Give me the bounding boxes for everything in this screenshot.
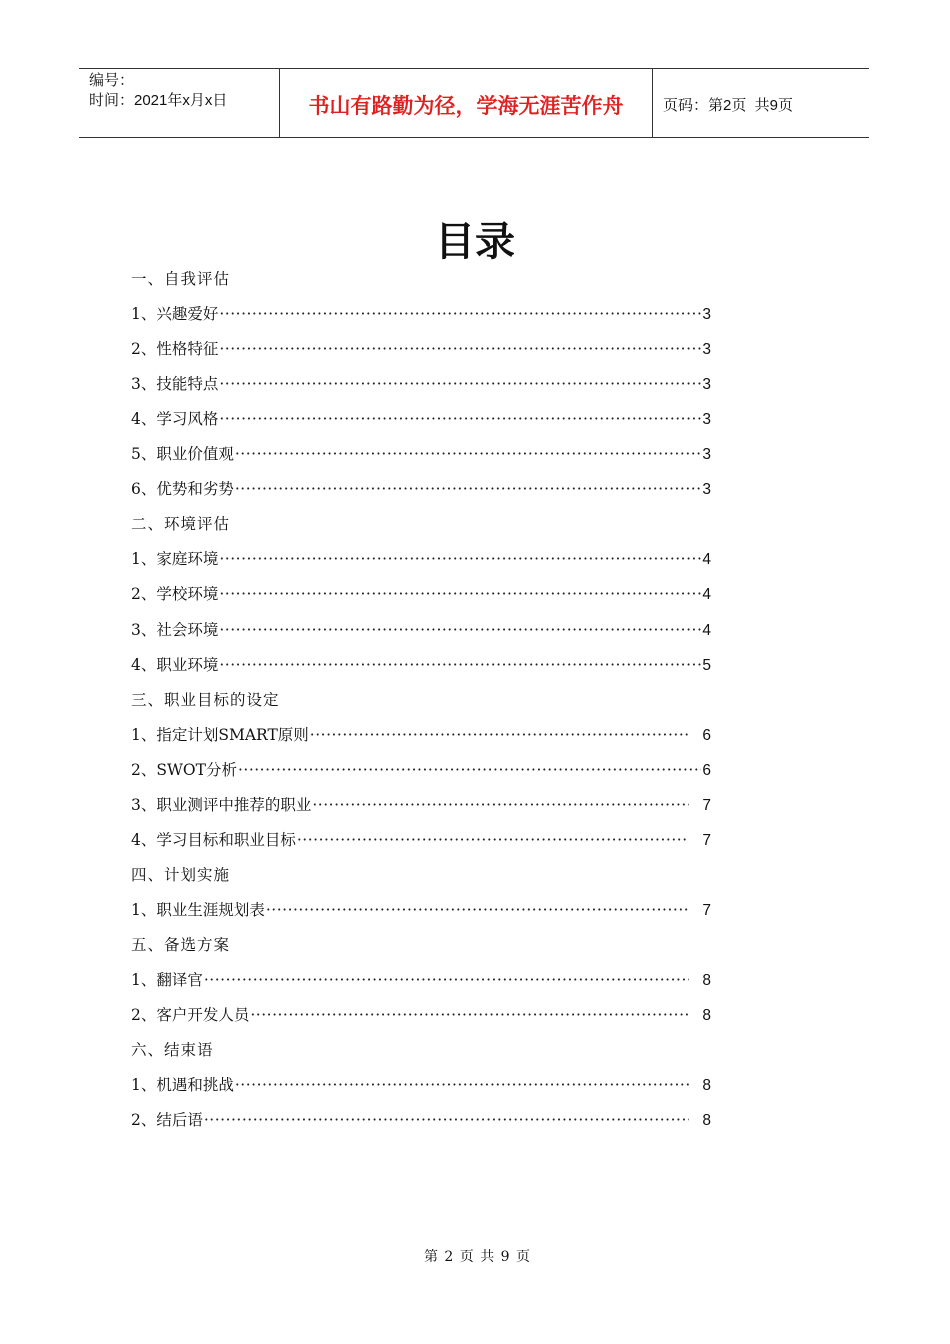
toc-entry[interactable] [131,788,711,823]
toc-page-number: 7 [702,831,711,849]
toc-section-label: 一、自我评估 [131,270,231,288]
toc-section-label: 二、环境评估 [131,515,231,534]
toc-section-label: 五、备选方案 [131,935,231,954]
toc-leader-dots [235,472,702,507]
toc-entry[interactable] [131,332,711,367]
toc-entry[interactable] [131,613,711,648]
toc-entry[interactable] [131,577,711,612]
toc-entry[interactable] [131,893,711,928]
page-title: 目录 [435,219,515,265]
toc-entry-label: 2、结后语 [131,1111,203,1130]
toc-entry-label: 1、家庭环境 [131,550,219,569]
toc-page-number: 6 [702,761,711,779]
toc-leader-dots [219,402,701,437]
document-header [79,68,869,138]
toc-page-number: 4 [702,586,711,604]
toc-page-number: 3 [702,306,711,324]
toc-page-number: 8 [702,972,711,989]
toc-leader-dots [204,963,690,998]
toc-entry-label: 3、技能特点 [131,375,219,394]
toc-entry-label: 1、职业生涯规划表 [131,900,265,919]
toc-entry-label: 6、优势和劣势 [131,480,234,499]
toc-entry[interactable] [131,1068,711,1103]
header-time-label: 时间：2021年x月x日 [89,92,228,109]
header-number-label: 编号： [89,72,135,89]
toc-section-heading [131,928,711,963]
toc-entry[interactable] [131,823,711,858]
toc-entry-label: 4、学习目标和职业目标 [131,830,296,849]
toc-page-number: 6 [702,726,711,744]
header-motto: 书山有路勤为径，学海无涯苦作舟 [308,94,624,118]
toc-entry[interactable] [131,753,711,788]
toc-leader-dots [219,648,701,683]
toc-entry[interactable] [131,402,711,437]
toc-leader-dots [250,998,689,1033]
toc-entry[interactable] [131,542,711,577]
toc-entry[interactable] [131,1103,711,1138]
toc-section-label: 三、职业目标的设定 [131,690,280,709]
toc-page-number: 5 [702,656,711,674]
toc-page-number: 3 [702,481,711,499]
toc-entry[interactable] [131,963,711,998]
toc-section-heading [131,858,711,893]
toc-leader-dots [219,542,701,577]
toc-section-heading [131,262,711,297]
toc-leader-dots [235,437,702,472]
toc-section-heading [131,507,711,542]
toc-entry[interactable] [131,472,711,507]
toc-entry-label: 2、客户开发人员 [131,1006,250,1025]
toc-entry-label: 3、社会环境 [131,620,219,639]
page-footer: 第 2 页 共 9 页 [423,1249,532,1265]
toc-section-heading [131,683,711,718]
toc-entry[interactable] [131,367,711,402]
toc-page-number: 3 [702,446,711,464]
toc-entry[interactable] [131,437,711,472]
toc-page-number: 4 [702,621,711,639]
toc-section-label: 四、计划实施 [131,865,231,884]
toc-leader-dots [219,297,701,332]
header-meta-cell [79,69,280,137]
toc-leader-dots [310,718,690,753]
header-page-info: 页码：第2页 共9页 [663,96,794,114]
toc-entry[interactable] [131,718,711,753]
toc-leader-dots [297,823,690,858]
toc-page-number: 3 [702,411,711,429]
toc-entry[interactable] [131,998,711,1033]
toc-entry-label: 2、学校环境 [131,585,219,604]
toc-leader-dots [219,577,701,612]
toc-leader-dots [219,332,701,367]
toc-page-number: 3 [702,376,711,394]
toc-entry-label: 4、学习风格 [131,410,219,429]
toc-leader-dots [204,1103,690,1138]
toc-page-number: 8 [702,1112,711,1130]
toc-leader-dots [235,1068,690,1103]
toc-page-number: 7 [702,901,711,919]
toc-leader-dots [238,753,701,788]
header-page-cell [653,69,869,137]
toc-entry-label: 1、机遇和挑战 [131,1076,234,1095]
toc-entry-label: 2、性格特征 [131,340,219,359]
toc-entry-label: 2、SWOT分析 [131,760,237,779]
toc-entry-label: 5、职业价值观 [131,445,234,464]
toc-entry[interactable] [131,648,711,683]
toc-leader-dots [219,613,701,648]
toc-entry-label: 1、兴趣爱好 [131,305,219,324]
toc-entry-label: 1、指定计划SMART原则 [131,725,309,744]
toc-section-label: 六、结束语 [131,1041,214,1060]
toc-entry-label: 4、职业环境 [131,655,219,674]
toc-page-number: 3 [702,341,711,359]
toc-entry-label: 3、职业测评中推荐的职业 [131,795,312,814]
toc-page-number: 7 [702,796,711,814]
header-motto-cell [280,69,653,137]
toc-entry[interactable] [131,297,711,332]
toc-leader-dots [312,788,689,823]
toc-leader-dots [266,893,690,928]
toc-section-heading [131,1033,711,1068]
toc-page-number: 4 [702,551,711,569]
toc-page-number: 8 [702,1007,711,1025]
toc-leader-dots [219,367,701,402]
toc-entry-label: 1、翻译官 [131,971,203,989]
toc-page-number: 8 [702,1077,711,1095]
